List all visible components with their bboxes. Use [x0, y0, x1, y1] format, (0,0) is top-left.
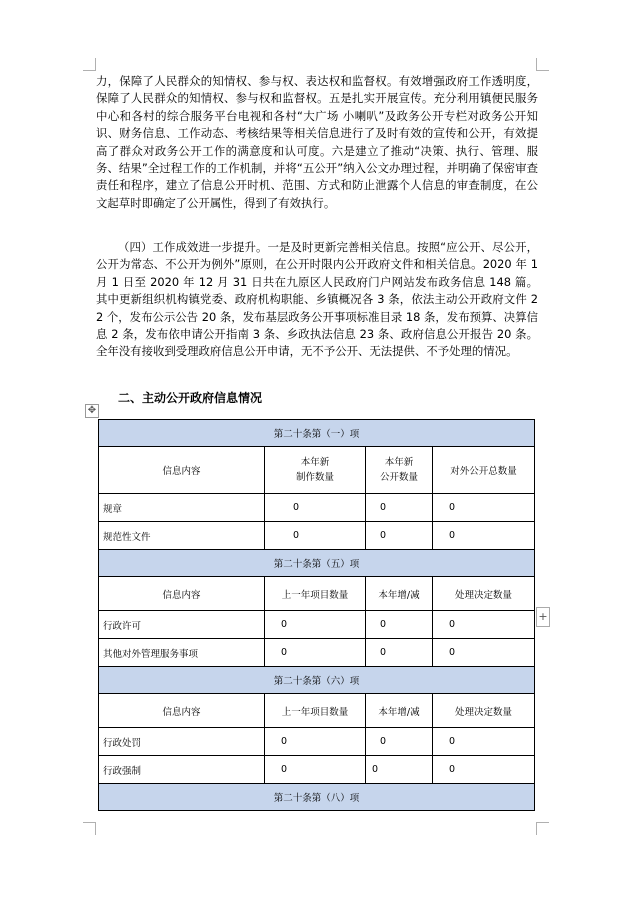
table-header-row [99, 447, 535, 494]
table-cell: 规范性文件 [99, 522, 265, 550]
move-handle-icon[interactable]: ✥ [85, 404, 99, 418]
table-cell: 0 [433, 639, 535, 667]
column-header: 对外公开总数量 [433, 447, 535, 494]
body-paragraph: （四）工作成效进一步提升。一是及时更新完善相关信息。按照“应公开、尽公开，公开为常态、不公开为例外”原则，在公开时限内公开政府文件和相关信息。2020 年 1 月 1 日至 2020 年 12 月 31 日共在九原区人民政府门户网站发布政务信息 148 篇。其中更新组织机构镇党委、政府机构职能、乡镇概况各 3 条，依法主动公开政府文件 22 个，发布公示公告 20 条，发布基层政务公开事项标准目录 18 条，发布预算、决算信息 2 条，发布依申请公开指南 3 条、乡政执法信息 23 条、政府信息公开报告 20 条。全年没有接收到受理政府信息公开申请，无不予公开、无法提供、不予处理的情况。 [96, 240, 538, 359]
page-corner-mark [536, 822, 549, 835]
table-cell: 0 [265, 756, 366, 784]
column-header: 本年增/减 [366, 577, 433, 611]
column-header: 本年新 公开数量 [366, 447, 433, 494]
table-section-row [99, 784, 535, 811]
page-corner-mark [83, 58, 96, 71]
body-paragraph: 力，保障了人民群众的知情权、参与权、表达权和监督权。有效增强政府工作透明度，保障了人民群众的知情权、参与权和监督权。五是扎实开展宣传。充分利用镇便民服务中心和各村的综合服务平台电视和各村“大广场 小喇叭”及政务公开专栏对政务公开知识、财务信息、工作动态、考核结果等相关信息进行了及时有效的宣传和公开，有效提高了群众对政务公开工作的满意度和认可度。六是建立了推动“决策、执行、管理、服务、结果”全过程工作的工作机制，并将“五公开”纳入公文办理过程，并明确了保密审查责任和程序，建立了信息公开时机、范围、方式和防止泄露个人信息的审查制度，在公文起草时即确定了公开属性，得到了有效执行。 [96, 74, 538, 210]
section-title: 第二十条第（八）项 [99, 784, 535, 811]
table-cell: 0 [265, 728, 366, 756]
column-header: 处理决定数量 [433, 577, 535, 611]
table-cell: 0 [433, 756, 535, 784]
table-cell: 0 [265, 522, 366, 550]
table-cell: 0 [366, 756, 433, 784]
page-corner-mark [83, 822, 96, 835]
table-cell: 行政处罚 [99, 728, 265, 756]
table-row [99, 494, 535, 522]
column-header: 处理决定数量 [433, 694, 535, 728]
table-cell: 0 [366, 611, 433, 639]
section-title: 第二十条第（六）项 [99, 667, 535, 694]
table-section-row [99, 667, 535, 694]
table-section-row [99, 420, 535, 447]
table-cell: 0 [366, 639, 433, 667]
table-cell: 0 [366, 728, 433, 756]
table-cell: 规章 [99, 494, 265, 522]
table-cell: 0 [433, 728, 535, 756]
section-title: 第二十条第（五）项 [99, 550, 535, 577]
table-cell: 0 [265, 494, 366, 522]
column-header: 信息内容 [99, 577, 265, 611]
table-cell: 0 [433, 494, 535, 522]
table-cell: 0 [433, 522, 535, 550]
column-header: 信息内容 [99, 447, 265, 494]
table-row [99, 639, 535, 667]
table-row [99, 522, 535, 550]
column-header: 上一年项目数量 [265, 694, 366, 728]
table-cell: 0 [366, 522, 433, 550]
info-table [98, 419, 535, 811]
page-corner-mark [536, 58, 549, 71]
column-header: 信息内容 [99, 694, 265, 728]
table-cell: 0 [433, 611, 535, 639]
table-cell: 其他对外管理服务事项 [99, 639, 265, 667]
section-heading: 二、主动公开政府信息情况 [118, 391, 263, 405]
table-cell: 行政强制 [99, 756, 265, 784]
column-header: 上一年项目数量 [265, 577, 366, 611]
table-row [99, 611, 535, 639]
table-section-row [99, 550, 535, 577]
column-header: 本年增/减 [366, 694, 433, 728]
table-row [99, 756, 535, 784]
column-header: 本年新 制作数量 [265, 447, 366, 494]
table-cell: 0 [366, 494, 433, 522]
table-header-row [99, 577, 535, 611]
table-cell: 0 [265, 611, 366, 639]
table-row [99, 728, 535, 756]
plus-icon[interactable]: + [536, 607, 550, 627]
table-cell: 0 [265, 639, 366, 667]
section-title: 第二十条第（一）项 [99, 420, 535, 447]
table-header-row [99, 694, 535, 728]
table-cell: 行政许可 [99, 611, 265, 639]
